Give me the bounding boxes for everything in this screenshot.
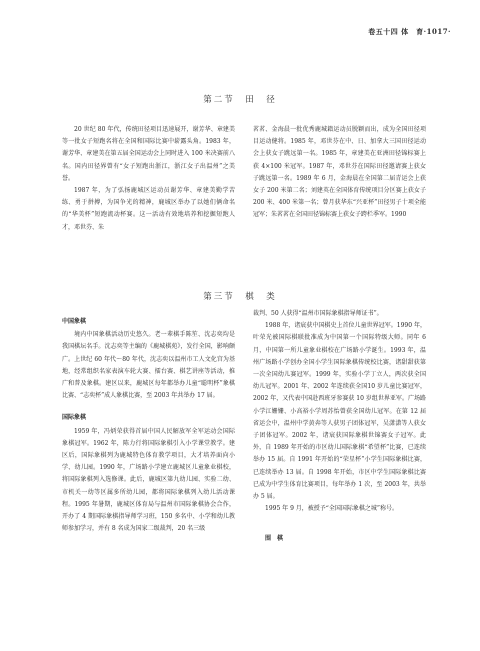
- paragraph: 裁判、50 人获得“温州市国际象棋指导师证书”。: [253, 310, 383, 317]
- track-field-left-column: [62, 124, 235, 234]
- chess-left-column: [62, 316, 235, 535]
- paragraph: 1995 年 9 月，被授予“全国国际象棋之城”称号。: [265, 505, 398, 513]
- chess-right-column: [253, 308, 426, 547]
- paragraph: 1988 年，诸宸获中国棋史上首位儿童世界冠军。1990 年，叶荣光被国际棋联批准成为中国第一个国际特级大师。同年 6 月，中国第一所儿童象业棋校在广场路小学诞生。1993 年，温州广场路小学创办全国小学生国际象棋传统校比赛，诸甜甜获第一次全国幼儿赛冠军。1999 年，实验小学丁立人，两次获全国幼儿冠军。2001 年、2002 年连续获全国10 岁儿童比赛冠军，2002 年，又代表中国赴西班牙参赛获 10 岁组世界亚军。广场路小学江姗姗、小高裕小学周苏怡曾获全国幼儿冠军。在第 12 届省运会中，温州中学黄奔等人获男子团体冠军，吴潇潇等人获女子团体冠军。2002 年，诸宸获国际象棋世锦赛女子冠军。此外，自 1989 年开始的市区幼儿国际象棋“希望杯”比赛，已连续举办 15 届。自 1991 年开始的“荣星杯”小学生国际象棋比赛，已连续举办 13 届。自 1998 年开始，市区中学生国际象棋比赛已成为中学生体育比赛项目，每年举办 1 次，至 2003 年，共举办 5 届。: [253, 322, 426, 501]
- paragraph: 茗茗、金海晨一批优秀鹿城籍运动员脱颖而出，成为全国田径项目运动健将。1985 年，邓世芬在中、日、加拿大三国田径运动会上获女子跳远第一名。1985 年，章建美在亚洲田径锦标赛上获 4×100 米冠军。1987 年，邓世芬在国际田径邀请赛上获女子跳远第一名。1989 年 6 月，金海晨在全国第二届青运会上获女子 200 米第二名；刘建英在全国体育传统项目分区赛上获女子 200 米、400 米第一名；曾月获华东“兴亚杯”田径男子十项全能冠军；朱茗茗在全国田径锦标赛上获女子跨栏季军。1990: [253, 126, 426, 219]
- section-title-chess: 第三节 棋 类: [203, 292, 277, 302]
- paragraph: 20 世纪 80 年代，传统田径项目迅速展开，谢芳华、章建美等一批女子短跑名将在全国和国际比赛中崭露头角。1983 年，谢芳华、章建美在第五届全国运动会上同时进入 100 米决赛前八名。国内田径界曾有“女子短跑出浙江，浙江女子出温州”之美誉。: [62, 126, 235, 182]
- subheading-chinese-chess: 中国象棋: [62, 318, 87, 325]
- track-field-right-column: [253, 124, 426, 222]
- page-header: 卷五十四 体 育·1017·: [368, 27, 451, 36]
- subheading-international-chess: 国际象棋: [62, 414, 87, 422]
- section-title-track-and-field: 第二节 田 径: [203, 95, 277, 105]
- paragraph: 1959 年，冯炳荣获得首届中国人民解放军全军运动会国际象棋冠军。1962 年，陈力行将国际象棋引入小学课堂教学。建区后，国际象棋列为鹿城特色体育教学项目，大才培养面向小学、幼儿园。1990 年，广场路小学建立鹿城区儿童象业棋校，将国际象棋列入选修课。此后，鹿城区第九幼儿园、实验二幼、市机关一幼等区属多所幼儿园，都将国际象棋列入幼儿活动课程。1995 年暑期，鹿城区体育局与温州市国际象棋协会合作，开办了 4 期国际象棋指导师学习班，150 多名中、小学和幼儿教师参加学习，并有 8 名成为国家二级裁判，20 名三级: [62, 427, 235, 533]
- paragraph: 1987 年，为了弘扬鹿城区运动员谢芳华、章建美勤学苦练、勇于拼搏，为国争光的精神，鹿城区举办了以她们俩命名的“华美杯”短跑流动杯赛。这一活动有效地培养和挖掘短跑人才，邓世芬、朱: [62, 187, 235, 231]
- paragraph: 境内中国象棋活动历史悠久。老一辈棋手陈笙、沈志奕均是我国棋坛名手。沈志奕等主编的《鹿城棋苑》，发行全国，影响颇广。上世纪 60 年代～80 年代，沈志奕以温州市工人文化宫为基地，经常组织名家表演车轮大赛、擂台赛、棋艺讲座等活动，推广和普及象棋。建区以来，鹿城区每年都举办儿童“聪明杯”象棋比赛、“志奕杯”成人象棋比赛，至 2003 年共举办 17 届。: [62, 331, 235, 400]
- subheading-go: 围 棋: [265, 535, 284, 543]
